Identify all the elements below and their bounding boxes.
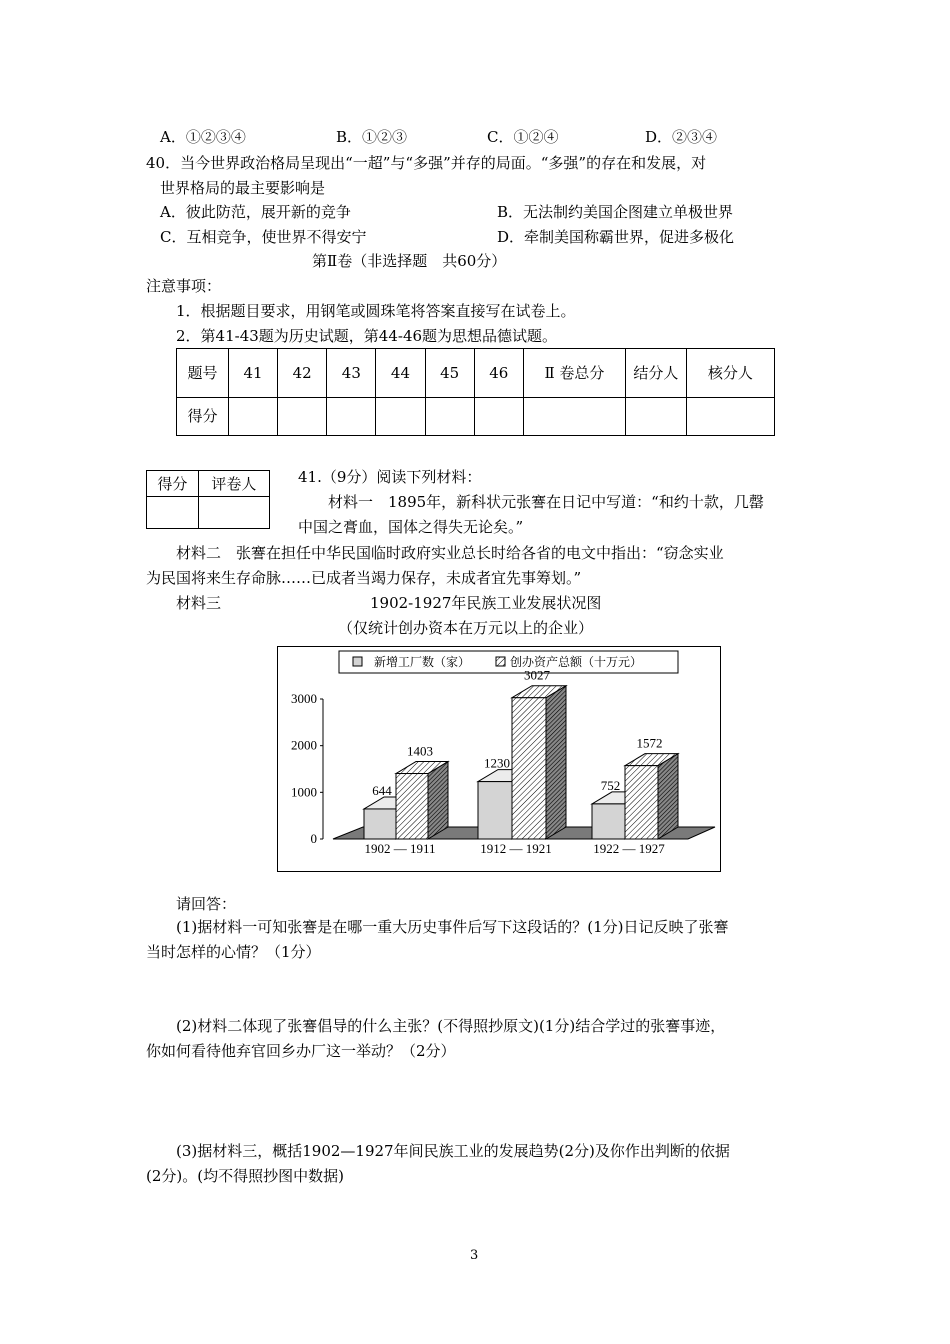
q40-option-d: D．牵制美国称霸世界，促进多极化: [497, 228, 735, 246]
score-header-checker: 核分人: [686, 349, 774, 398]
y-tick-label: 1000: [291, 784, 317, 800]
legend-label-capital: 创办资产总额（十万元）: [510, 655, 643, 669]
q41-2-line2: 你如何看待他弃官回乡办厂这一举动？（2分）: [146, 1042, 456, 1060]
bar-capital-side: [658, 754, 678, 839]
score-cell-41[interactable]: [228, 398, 277, 436]
notes-item-1: 1．根据题目要求，用钢笔或圆珠笔将答案直接写在试卷上。: [176, 302, 576, 320]
data-label-capital: 1403: [407, 743, 433, 759]
bar-factories: [478, 782, 512, 839]
bar-capital-side: [546, 686, 566, 839]
q41-1-line2: 当时怎样的心情？（1分）: [146, 943, 321, 961]
bar-factories: [364, 809, 396, 839]
score-header-total: Ⅱ 卷总分: [523, 349, 625, 398]
data-label-factories: 752: [600, 777, 621, 793]
score-header-42: 42: [278, 349, 327, 398]
y-tick-label: 0: [310, 831, 317, 846]
page-number: 3: [470, 1248, 479, 1263]
data-label-factories: 1230: [484, 755, 510, 771]
legend-label-factories: 新增工厂数（家）: [374, 655, 471, 669]
bar-capital-side: [428, 762, 448, 839]
grader-name-label: 评卷人: [198, 471, 269, 497]
q40-option-b: B．无法制约美国企图建立单极世界: [497, 203, 734, 221]
q39-option-d: D．②③④: [645, 128, 718, 146]
q41-2-line1: (2)材料二体现了张謇倡导的什么主张？(不得照抄原文)(1分)结合学过的张謇事迹，: [176, 1017, 726, 1035]
y-tick-label: 2000: [291, 737, 317, 753]
q39-option-b: B．①②③: [336, 128, 408, 146]
score-cell-44[interactable]: [376, 398, 425, 436]
q41-3-line2: (2分)。(均不得照抄图中数据): [146, 1167, 344, 1185]
bar-capital: [625, 766, 658, 839]
score-row-label: 得分: [177, 398, 229, 436]
q41-3-line1: (3)据材料三，概括1902—1927年间民族工业的发展趋势(2分)及你作出判断的依据: [176, 1142, 730, 1160]
q41-intro: 41.（9分）阅读下列材料：: [298, 468, 482, 486]
score-header-tallier: 结分人: [626, 349, 687, 398]
data-label-factories: 644: [372, 782, 392, 798]
y-tick-label: 3000: [291, 691, 317, 706]
score-cell-45[interactable]: [425, 398, 474, 436]
grader-score-label: 得分: [147, 471, 199, 497]
score-cell-tallier[interactable]: [626, 398, 687, 436]
chart-subtitle: （仅统计创办资本在万元以上的企业）: [338, 619, 594, 637]
score-cell-total[interactable]: [523, 398, 625, 436]
q40-stem-line1: 40．当今世界政治格局呈现出“一超”与“多强”并存的局面。“多强”的存在和发展，对: [146, 154, 707, 172]
grader-score-cell[interactable]: [147, 497, 199, 529]
q41-1-line1: (1)据材料一可知张謇是在哪一重大历史事件后写下这段话的？(1分)日记反映了张謇: [176, 918, 729, 936]
data-label-capital: 3027: [524, 667, 550, 683]
score-cell-43[interactable]: [327, 398, 376, 436]
industry-chart: [277, 646, 721, 872]
bar-capital: [396, 774, 428, 839]
q40-option-c: C．互相竞争，使世界不得安宁: [160, 228, 367, 246]
score-header-44: 44: [376, 349, 425, 398]
legend-swatch-factories: [353, 657, 362, 666]
score-cell-42[interactable]: [278, 398, 327, 436]
data-label-capital: 1572: [636, 735, 663, 751]
notes-item-2: 2．第41-43题为历史试题，第44-46题为思想品德试题。: [176, 327, 558, 345]
x-category-label: 1912 — 1921: [480, 841, 552, 856]
notes-heading: 注意事项：: [146, 277, 222, 295]
score-table: [176, 348, 775, 436]
bar-capital: [512, 698, 546, 839]
score-header-46: 46: [474, 349, 523, 398]
material-2-line2: 为民国将来生存命脉……已成者当竭力保存，未成者宜先事筹划。”: [146, 569, 582, 587]
answer-prompt: 请回答：: [176, 895, 237, 913]
legend-swatch-capital: [496, 657, 505, 666]
q39-option-c: C．①②④: [487, 128, 559, 146]
score-cell-46[interactable]: [474, 398, 523, 436]
grader-name-cell[interactable]: [198, 497, 269, 529]
material-1-line1: 材料一 1895年，新科状元张謇在日记中写道：“和约十款，几罄: [328, 493, 764, 511]
q40-stem-line2: 世界格局的最主要影响是: [160, 179, 326, 197]
material-3-label: 材料三: [176, 594, 222, 612]
score-cell-checker[interactable]: [686, 398, 774, 436]
score-header-45: 45: [425, 349, 474, 398]
material-2-line1: 材料二 张謇在担任中华民国临时政府实业总长时给各省的电文中指出：“窃念实业: [176, 544, 724, 562]
chart-title: 1902-1927年民族工业发展状况图: [370, 594, 602, 612]
score-header-43: 43: [327, 349, 376, 398]
industry-chart-svg: [278, 647, 720, 871]
material-1-line2: 中国之膏血，国体之得失无论矣。”: [298, 518, 524, 536]
grader-box: [146, 470, 270, 529]
q40-option-a: A．彼此防范，展开新的竞争: [160, 203, 351, 221]
bar-factories: [592, 804, 625, 839]
q39-option-a: A．①②③④: [160, 128, 246, 146]
score-header-41: 41: [228, 349, 277, 398]
section-title: 第Ⅱ卷（非选择题 共60分）: [312, 252, 507, 270]
score-header-label: 题号: [177, 349, 229, 398]
x-category-label: 1922 — 1927: [593, 841, 665, 856]
x-category-label: 1902 — 1911: [364, 841, 436, 856]
